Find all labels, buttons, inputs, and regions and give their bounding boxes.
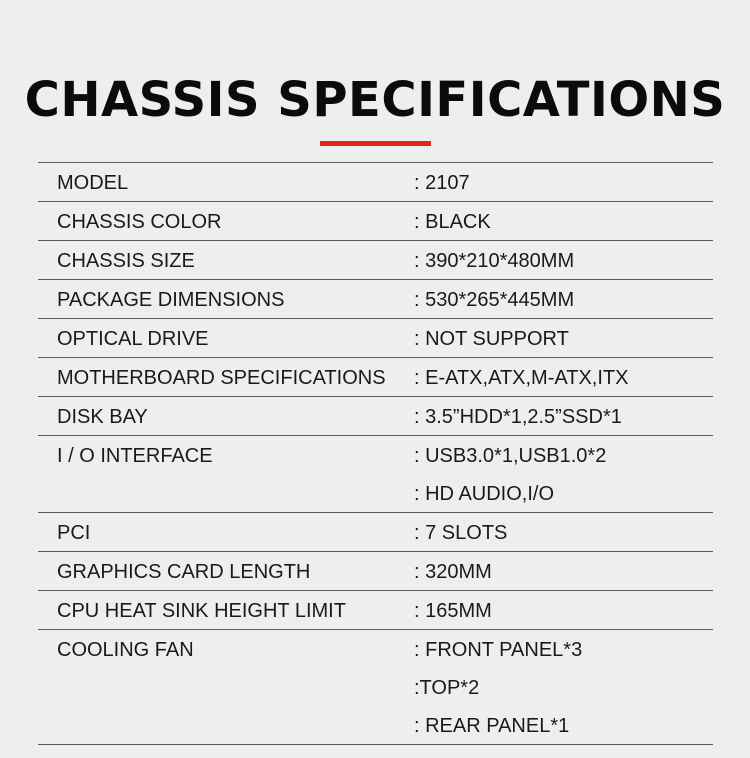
title-underline-accent	[320, 141, 431, 146]
spec-line	[38, 280, 713, 318]
spec-line	[38, 668, 713, 706]
spec-label: CHASSIS COLOR	[57, 211, 222, 233]
spec-line	[38, 552, 713, 590]
spec-row	[38, 435, 713, 512]
spec-line	[38, 630, 713, 668]
spec-value: : 320MM	[414, 561, 492, 583]
spec-row	[38, 162, 713, 201]
spec-line	[38, 513, 713, 551]
spec-row	[38, 629, 713, 745]
spec-label: GRAPHICS CARD LENGTH	[57, 561, 311, 583]
spec-value: : 390*210*480MM	[414, 250, 575, 272]
spec-value: : FRONT PANEL*3	[414, 639, 583, 661]
spec-line	[38, 163, 713, 201]
spec-label: MOTHERBOARD SPECIFICATIONS	[57, 367, 386, 389]
spec-label: CPU HEAT SINK HEIGHT LIMIT	[57, 600, 346, 622]
spec-row	[38, 201, 713, 240]
spec-row	[38, 551, 713, 590]
spec-value: : NOT SUPPORT	[414, 328, 569, 350]
spec-row	[38, 512, 713, 551]
spec-line	[38, 436, 713, 474]
page-title: CHASSIS SPECIFICATIONS	[24, 72, 726, 128]
spec-label: CHASSIS SIZE	[57, 250, 195, 272]
spec-label: OPTICAL DRIVE	[57, 328, 209, 350]
spec-line	[38, 241, 713, 279]
spec-label: MODEL	[57, 172, 129, 194]
spec-value: : BLACK	[414, 211, 491, 233]
spec-value: : REAR PANEL*1	[414, 715, 570, 737]
spec-line	[38, 706, 713, 744]
spec-label: DISK BAY	[57, 406, 148, 428]
spec-value: : 165MM	[414, 600, 492, 622]
spec-value: :TOP*2	[414, 677, 480, 699]
spec-row	[38, 318, 713, 357]
spec-value: : 530*265*445MM	[414, 289, 575, 311]
spec-value: : 7 SLOTS	[414, 522, 508, 544]
spec-row	[38, 240, 713, 279]
spec-label: I / O INTERFACE	[57, 445, 213, 467]
spec-table	[38, 162, 713, 745]
spec-label: COOLING FAN	[57, 639, 194, 661]
spec-line	[38, 358, 713, 396]
spec-row	[38, 279, 713, 318]
spec-value: : 2107	[414, 172, 470, 194]
spec-row	[38, 357, 713, 396]
spec-value: : HD AUDIO,I/O	[414, 483, 555, 505]
spec-value: : E-ATX,ATX,M-ATX,ITX	[414, 367, 629, 389]
spec-label: PCI	[57, 522, 91, 544]
spec-line	[38, 591, 713, 629]
spec-line	[38, 202, 713, 240]
spec-row	[38, 590, 713, 629]
spec-value: : 3.5”HDD*1,2.5”SSD*1	[414, 406, 622, 428]
spec-line	[38, 319, 713, 357]
spec-label: PACKAGE DIMENSIONS	[57, 289, 285, 311]
spec-line	[38, 474, 713, 512]
spec-row	[38, 396, 713, 435]
spec-line	[38, 397, 713, 435]
spec-value: : USB3.0*1,USB1.0*2	[414, 445, 607, 467]
